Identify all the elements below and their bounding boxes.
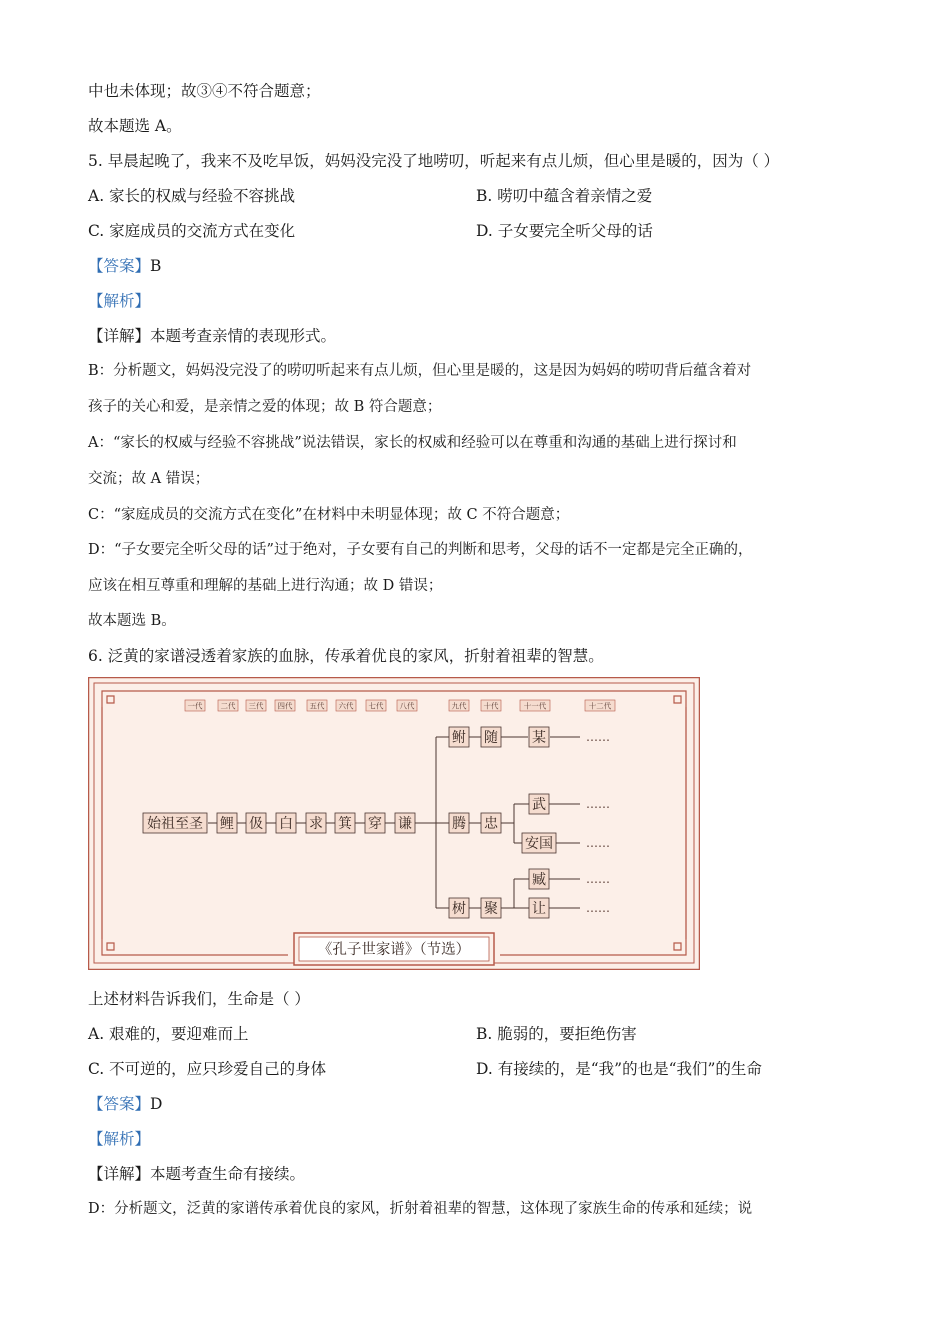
branch-node: 臧: [532, 872, 546, 888]
main-chain-node: 谦: [398, 816, 412, 832]
q5-answer: [88, 255, 161, 277]
family-tree-svg: [88, 677, 700, 970]
detail-tag: 【详解】: [88, 1165, 151, 1183]
q5-detail-line: A：“家长的权威与经验不容挑战”说法错误，家长的权威和经验可以在尊重和沟通的基础上进行探讨和: [88, 435, 737, 451]
branch-node: 某: [532, 730, 546, 746]
ellipsis: ……: [586, 730, 610, 744]
branch-node: 让: [532, 901, 546, 917]
answer-tag: 【答案】: [88, 1095, 151, 1113]
generation-label: 七代: [368, 701, 384, 711]
generation-label: 二代: [220, 701, 236, 711]
q5-stem: 5. 早晨起晚了，我来不及吃早饭，妈妈没完没了地唠叨，听起来有点儿烦，但心里是暖的，因为（ ）: [88, 152, 780, 170]
generation-label: 十二代: [588, 701, 612, 711]
ellipsis: ……: [586, 901, 610, 915]
answer-tag: 【答案】: [88, 257, 151, 275]
main-chain-node: 箕: [338, 816, 352, 832]
main-chain-node: 伋: [249, 816, 263, 832]
detail-text: 本题考查生命有接续。: [150, 1165, 306, 1183]
q6-option-b: B. 脆弱的，要拒绝伤害: [476, 1025, 637, 1043]
q5-option-a: A. 家长的权威与经验不容挑战: [88, 187, 296, 205]
q5-option-b: B. 唠叨中蕴含着亲情之爱: [476, 187, 653, 205]
q5-detail-line: B：分析题文，妈妈没完没了的唠叨听起来有点儿烦，但心里是暖的，这是因为妈妈的唠叨背后蕴含着对: [88, 363, 752, 379]
q5-conclusion: 故本题选 B。: [88, 613, 176, 629]
q6-sub-stem: 上述材料告诉我们，生命是（ ）: [88, 990, 310, 1008]
main-chain-node: 穿: [368, 816, 382, 832]
q6-stem: 6. 泛黄的家谱浸透着家族的血脉，传承着优良的家风，折射着祖辈的智慧。: [88, 647, 604, 665]
detail-text: 本题考查亲情的表现形式。: [150, 327, 337, 345]
branch-node: 安国: [525, 836, 553, 852]
generation-label: 一代: [187, 701, 203, 711]
branch-node: 鲋: [452, 730, 466, 746]
ellipsis: ……: [586, 872, 610, 886]
previous-conclusion: 故本题选 A。: [88, 117, 182, 135]
generation-label: 四代: [277, 701, 293, 711]
generation-label: 十一代: [523, 701, 547, 711]
main-chain-node: 白: [279, 816, 293, 832]
branch-node: 忠: [484, 816, 498, 832]
answer-value: B: [150, 257, 162, 275]
detail-tag: 【详解】: [88, 327, 151, 345]
family-tree-figure: [88, 677, 700, 970]
generation-label: 九代: [451, 701, 467, 711]
q6-answer: [88, 1093, 162, 1115]
q5-option-d: D. 子女要完全听父母的话: [476, 222, 653, 240]
q6-detail-head: [88, 1163, 305, 1185]
q5-detail-line: 应该在相互尊重和理解的基础上进行沟通；故 D 错误；: [88, 578, 443, 594]
q6-detail-line: D：分析题文，泛黄的家谱传承着优良的家风，折射着祖辈的智慧，这体现了家族生命的传承和延续；说: [88, 1201, 753, 1217]
generation-label: 三代: [248, 701, 264, 711]
generation-label: 八代: [399, 701, 415, 711]
ellipsis: ……: [586, 797, 610, 811]
generation-label: 六代: [338, 701, 354, 711]
branch-node: 聚: [484, 901, 498, 917]
branch-node: 武: [532, 797, 546, 813]
q5-detail-line: D：“子女要完全听父母的话”过于绝对，子女要有自己的判断和思考，父母的话不一定都是完全正确的，: [88, 542, 753, 558]
q6-option-d: D. 有接续的，是“我”的也是“我们”的生命: [476, 1060, 762, 1078]
q5-option-c: C. 家庭成员的交流方式在变化: [88, 222, 296, 240]
figure-caption: 《孔子世家谱》（节选）: [317, 942, 471, 958]
q6-option-c: C. 不可逆的，应只珍爱自己的身体: [88, 1060, 327, 1078]
ellipsis: ……: [586, 836, 610, 850]
q5-detail-head: [88, 325, 336, 347]
q5-detail-line: 孩子的关心和爱，是亲情之爱的体现；故 B 符合题意；: [88, 399, 442, 415]
branch-node: 树: [452, 901, 466, 917]
q5-detail-line: C：“家庭成员的交流方式在变化”在材料中未明显体现；故 C 不符合题意；: [88, 507, 570, 523]
generation-label: 十代: [483, 701, 499, 711]
main-chain-node: 始祖至圣: [147, 816, 203, 832]
main-chain-node: 求: [309, 816, 323, 832]
main-chain-node: 鲤: [220, 816, 234, 832]
continuation-line: 中也未体现；故③④不符合题意；: [88, 82, 321, 100]
q6-option-a: A. 艰难的，要迎难而上: [88, 1025, 249, 1043]
branch-node: 随: [484, 730, 498, 746]
q6-analysis-tag: 【解析】: [88, 1130, 151, 1148]
branch-node: 腾: [452, 816, 466, 832]
generation-label: 五代: [309, 701, 325, 711]
answer-value: D: [150, 1095, 163, 1113]
q5-detail-line: 交流；故 A 错误；: [88, 471, 210, 487]
q5-analysis-tag: 【解析】: [88, 292, 151, 310]
